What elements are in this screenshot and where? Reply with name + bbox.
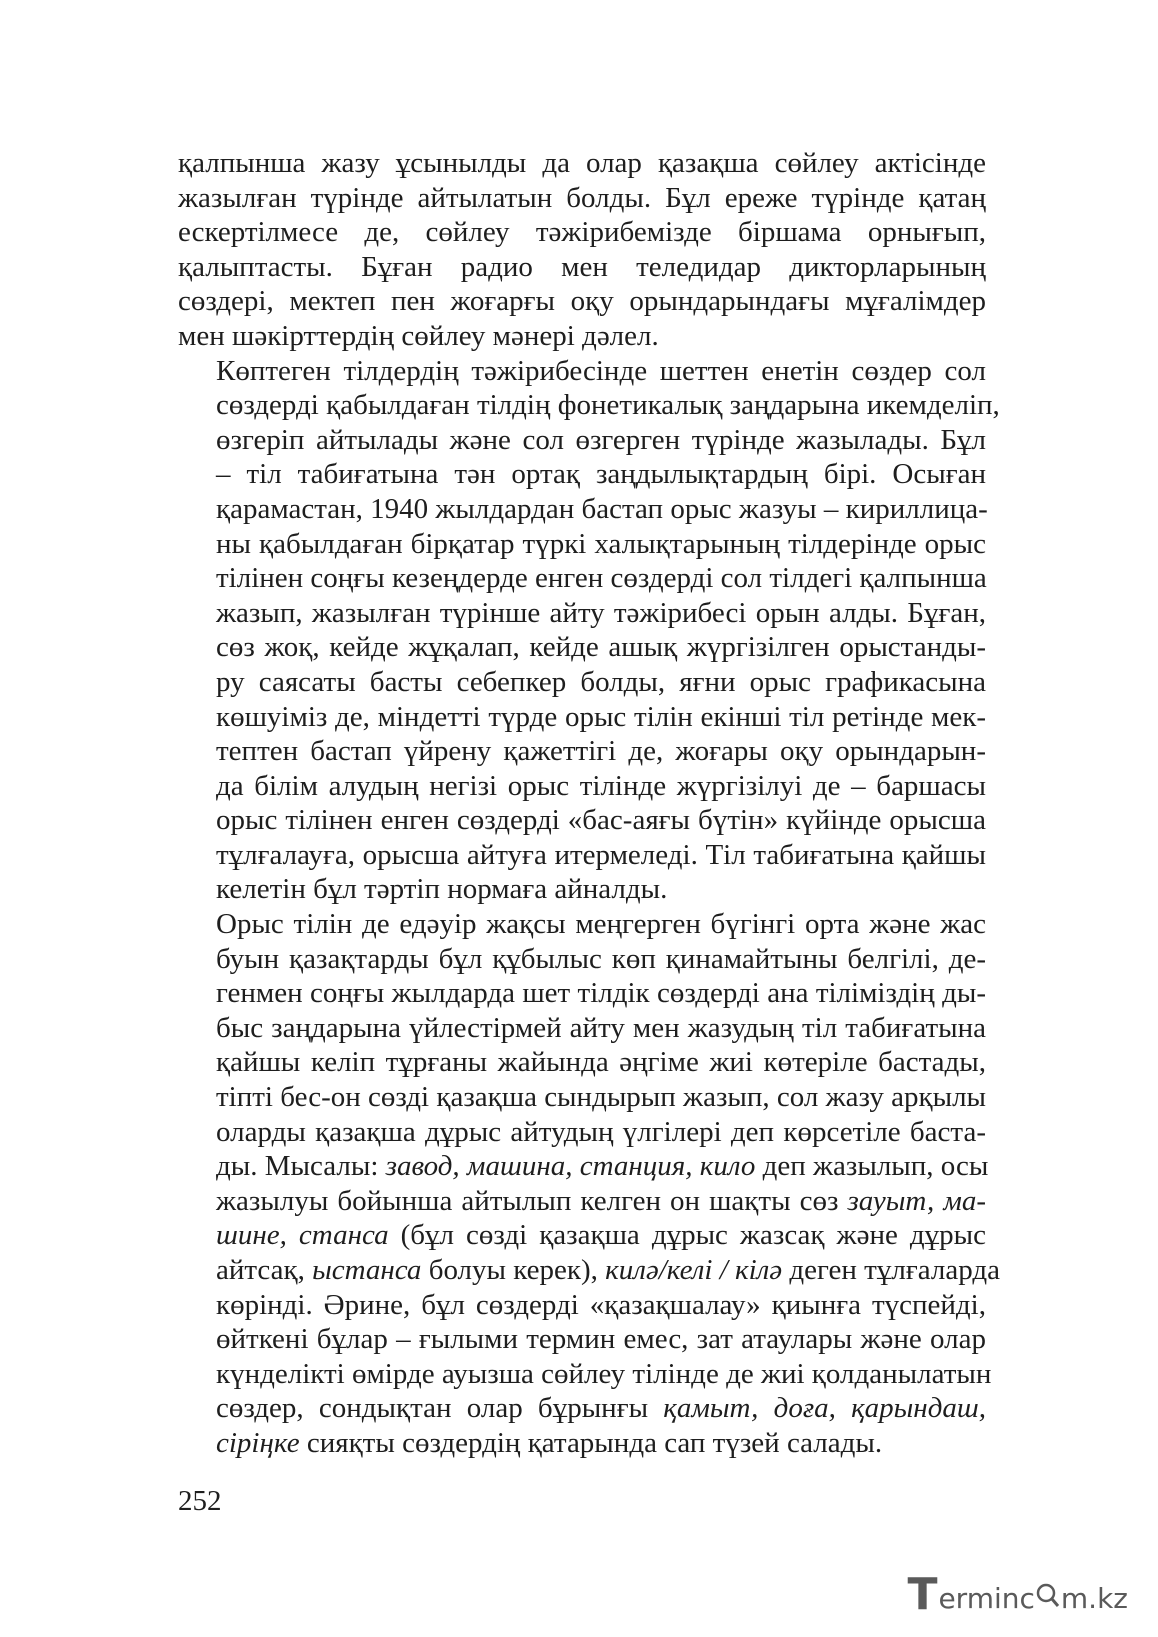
text-run: (бұл сөзді қазақша дұрыс жазсақ және дұрыс: [388, 1219, 986, 1252]
text-run: сөздер, сондықтан олар бұрынғы: [216, 1392, 664, 1425]
text-run: көшуіміз де, міндетті түрде орыс тілін екінші тіл ретінде мек-: [216, 700, 986, 733]
text-line: [178, 388, 1000, 423]
text-line: [178, 319, 986, 354]
text-run: Орыс тілін де едәуір жақсы меңгерген бүгінгі орта және жас: [216, 908, 986, 941]
text-run: айтсақ,: [216, 1254, 313, 1286]
text-run: сөздерді қабылдаған тілдің фонетикалық заңдарына икемделіп,: [216, 389, 1000, 422]
text-line: [178, 700, 986, 735]
text-line: [178, 561, 986, 596]
watermark-text-start: erminc: [938, 1582, 1035, 1615]
paragraph: [178, 146, 986, 354]
text-line: [178, 838, 986, 873]
text-run: тұлғалауға, орысша айтуға итермеледі. Тіл табиғатына қайшы: [216, 838, 986, 871]
text-run: күнделікті өмірде ауызша сөйлеу тілінде де жиі қолданылатын: [216, 1357, 992, 1390]
text-run: деп жазылып, осы: [755, 1150, 989, 1183]
italic-text: қамыт, доға, қарындаш,: [663, 1392, 986, 1425]
watermark-text-end: m.kz: [1060, 1582, 1128, 1615]
text-run: жазылуы бойынша айтылып келген он шақты сөз: [216, 1184, 848, 1217]
text-run: қалпынша жазу ұсынылды да олар қазақша сөйлеу актісінде: [178, 147, 986, 179]
italic-text: завод, машина, станция, кило: [385, 1150, 756, 1183]
text-run: деген тұлғаларда: [782, 1254, 1000, 1286]
text-line: [178, 1149, 989, 1184]
text-line: [178, 423, 986, 458]
text-line: [178, 1322, 986, 1357]
text-run: тіпті бес-он сөзді қазақша сындырып жазып, сол жазу арқылы: [216, 1081, 987, 1114]
text-line: [178, 1218, 986, 1253]
text-run: ру саясаты басты себепкер болды, яғни орыс графикасына: [216, 665, 986, 698]
text-line: [178, 1045, 986, 1080]
italic-text: сіріңке: [216, 1426, 300, 1459]
text-line: [178, 1391, 986, 1426]
italic-text: зауыт, ма-: [847, 1184, 986, 1217]
page-number: 252: [178, 1485, 222, 1517]
text-line: [178, 1288, 986, 1323]
paragraph: [178, 354, 1000, 908]
text-run: Көптеген тілдердің тәжірибесінде шеттен енетін сөздер сол: [216, 354, 986, 387]
italic-text: ыстанса: [312, 1254, 422, 1286]
text-run: сияқты сөздердің қатарында сап түзей салады.: [299, 1426, 883, 1459]
text-run: қарамастан, 1940 жылдардан бастап орыс жазуы – кириллица-: [216, 492, 988, 525]
text-line: [178, 1357, 992, 1392]
page-body: [178, 146, 1000, 1461]
paragraph: [178, 907, 1000, 1461]
italic-text: килә/келі / кілә: [605, 1254, 783, 1286]
text-run: ды. Мысалы:: [216, 1150, 386, 1183]
text-run: келетін бұл тәртіп нормаға айналды.: [216, 873, 668, 906]
watermark-letter: T: [907, 1569, 938, 1620]
text-line: [178, 734, 986, 769]
text-line: [178, 803, 986, 838]
text-run: быс заңдарына үйлестірмей айту мен жазудың тіл табиғатына: [216, 1011, 986, 1044]
text-run: ескертілмесе де, сөйлеу тәжірибемізде біршама орнығып,: [178, 216, 986, 249]
text-run: болуы керек),: [421, 1254, 606, 1286]
text-run: оларды қазақша дұрыс айтудың үлгілері деп көрсетіле баста-: [216, 1115, 986, 1148]
text-line: [178, 181, 986, 216]
text-run: сөз жоқ, кейде жұқалап, кейде ашық жүргізілген орыстанды-: [216, 631, 986, 664]
text-line: [178, 284, 986, 319]
text-line: [178, 596, 986, 631]
text-line: [178, 1426, 986, 1461]
text-run: генмен соңғы жылдарда шет тілдік сөздерді ана тіліміздің ды-: [216, 977, 986, 1010]
text-run: сөздері, мектеп пен жоғарғы оқу орындарындағы мұғалімдер: [178, 285, 986, 318]
italic-text: шине, станса: [216, 1219, 389, 1252]
watermark-logo: [907, 1569, 1128, 1620]
text-line: [178, 146, 986, 181]
text-line: [178, 872, 986, 907]
text-run: жазылған түрінде айтылатын болды. Бұл ереже түрінде қатаң: [178, 181, 986, 214]
text-line: [178, 976, 986, 1011]
text-line: [178, 215, 986, 250]
text-line: [178, 942, 986, 977]
text-run: мен шәкірттердің сөйлеу мәнері дәлел.: [178, 319, 659, 352]
text-line: [178, 665, 986, 700]
text-run: қайшы келіп тұрғаны жайында әңгіме жиі көтеріле бастады,: [216, 1046, 986, 1079]
text-run: да білім алудың негізі орыс тілінде жүргізілуі де – баршасы: [216, 769, 986, 802]
text-run: тептен бастап үйрену қажеттігі де, жоғары оқу орындарын-: [216, 735, 986, 768]
text-line: [178, 1011, 986, 1046]
text-run: жазып, жазылған түрінше айту тәжірибесі орын алды. Бұған,: [216, 596, 986, 629]
text-line: [178, 1080, 986, 1115]
text-run: буын қазақтарды бұл құбылыс көп қинамайтыны белгілі, де-: [216, 942, 986, 975]
text-line: [178, 769, 986, 804]
text-line: [178, 630, 986, 665]
text-line: [178, 250, 986, 285]
text-line: [178, 1253, 1000, 1288]
text-run: тілінен соңғы кезеңдерде енген сөздерді сол тілдегі қалпынша: [216, 562, 987, 595]
text-run: орыс тілінен енген сөздерді «бас-аяғы бүтін» күйінде орысша: [216, 804, 986, 837]
text-run: ны қабылдаған бірқатар түркі халықтарының тілдерінде орыс: [216, 527, 986, 560]
text-line: [178, 907, 986, 942]
text-line: [178, 457, 986, 492]
text-run: көрінді. Әрине, бұл сөздерді «қазақшалау» қиынға түспейді,: [216, 1288, 986, 1321]
text-run: – тіл табиғатына тән ортақ заңдылықтардың бірі. Осыған: [216, 458, 986, 491]
magnifier-icon: [1035, 1578, 1061, 1615]
text-line: [178, 354, 986, 389]
text-line: [178, 1115, 986, 1150]
text-line: [178, 527, 986, 562]
text-line: [178, 492, 986, 527]
text-run: өзгеріп айтылады және сол өзгерген түрінде жазылады. Бұл: [216, 423, 986, 456]
text-line: [178, 1184, 986, 1219]
text-run: өйткені бұлар – ғылыми термин емес, зат атаулары және олар: [216, 1323, 986, 1356]
text-run: қалыптасты. Бұған радио мен теледидар дикторларының: [178, 250, 986, 283]
